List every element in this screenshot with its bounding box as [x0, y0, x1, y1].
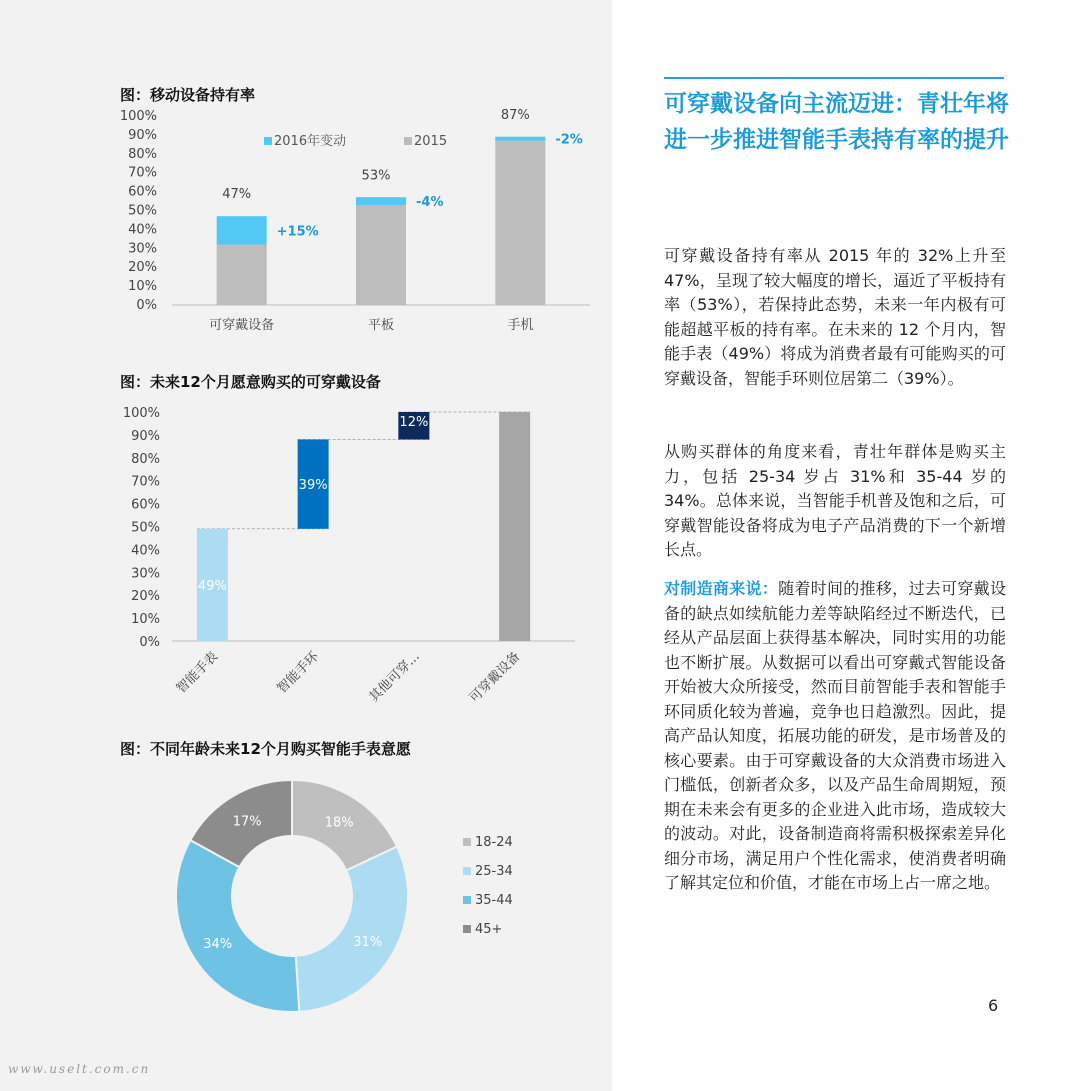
c1-bar-change: [495, 137, 545, 141]
chart-purchase-intent-waterfall: [0, 390, 612, 750]
c3-legend-swatch: [463, 867, 471, 875]
c1-ytick-label: 30%: [128, 241, 157, 257]
c1-total-label: 87%: [500, 107, 530, 123]
c1-ytick-label: 20%: [128, 260, 157, 276]
chart-age-donut: [0, 760, 612, 1080]
c1-bar-2015: [495, 137, 545, 305]
c3-legend-label: 18-24: [475, 835, 513, 850]
c3-legend-label: 35-44: [475, 893, 513, 908]
c2-ytick-label: 50%: [131, 520, 160, 536]
c2-ytick-label: 10%: [131, 612, 160, 628]
c1-ytick-label: 100%: [119, 109, 157, 124]
c2-ytick-label: 100%: [122, 406, 160, 421]
c3-slice: [296, 847, 408, 1012]
paragraph-3-body: 随着时间的推移，过去可穿戴设备的缺点如续航能力差等缺陷经过不断迭代，已经从产品层面上获得基本解决，同时实用的功能也不断扩展。从数据可以看出可穿戴式智能设备开始被大众所接受，然而目前智能手表和智能手环同质化较为普遍，竞争也日趋激烈。因此，提高产品认知度，拓展功能的研发，是市场普及的核心要素。由于可穿戴设备的大众消费市场进入门槛低，创新者众多，以及产品生命周期短，预期在未来会有更多的企业进入此市场，造成较大的波动。对此，设备制造商将需积极探索差异化细分市场，满足用户个性化需求，使消费者明确了解其定位和价值，才能在市场上占一席之地。: [664, 579, 1006, 892]
c1-bar-2015: [356, 197, 406, 305]
c2-ytick-label: 0%: [139, 635, 160, 650]
c1-ytick-label: 70%: [128, 165, 157, 181]
c2-value-label: 12%: [399, 415, 429, 430]
c2-bar: [499, 412, 530, 641]
c1-ytick-label: 60%: [128, 184, 157, 200]
c3-legend-swatch: [463, 838, 471, 846]
c1-ytick-label: 0%: [136, 298, 157, 313]
c2-ytick-label: 30%: [131, 566, 160, 582]
c3-slice-label: 17%: [232, 814, 262, 830]
c1-change-label: -2%: [555, 132, 583, 148]
c2-category-label: 可穿戴设备: [466, 649, 524, 706]
c2-value-label: 49%: [197, 578, 227, 594]
c1-legend-label: 2015: [414, 134, 448, 149]
paragraph-1: 可穿戴设备持有率从 2015 年的 32%上升至 47%，呈现了较大幅度的增长，逼近了平板持有率（53%），若保持此态势，未来一年内极有可能超越平板的持有率。在未来的 12 个月内，智能手表（49%）将成为消费者最有可能购买的可穿戴设备，智能手环则位居第二（39%）。: [664, 246, 1006, 388]
c1-bar-change: [356, 197, 406, 205]
paragraph-3-lead: 对制造商来说：: [664, 579, 779, 598]
c1-bar-2015: [217, 245, 267, 305]
c3-slice-label: 34%: [203, 937, 233, 953]
c2-ytick-label: 60%: [131, 497, 160, 513]
c1-ytick-label: 10%: [128, 279, 157, 295]
c2-category-label: 智能手环: [274, 649, 322, 697]
c1-change-label: -4%: [416, 195, 444, 211]
headline-rule: [664, 77, 1004, 79]
c2-ytick-label: 90%: [131, 428, 160, 444]
chart1-title: 图：移动设备持有率: [120, 86, 256, 104]
paragraph-3: [664, 577, 1006, 896]
paragraph-2: 从购买群体的角度来看，青壮年群体是购买主力，包括 25-34 岁占 31%和 35-44 岁的 34%。总体来说，当智能手机普及饱和之后，可穿戴智能设备将成为电子产品消费的下一个新增长点。: [664, 442, 1006, 559]
c1-total-label: 47%: [222, 187, 252, 203]
c1-ytick-label: 40%: [128, 222, 157, 238]
c1-total-label: 53%: [361, 168, 391, 184]
c1-ytick-label: 90%: [128, 127, 157, 143]
c1-ytick-label: 50%: [128, 203, 157, 219]
chart3-title: 图：不同年龄未来12个月购买智能手表意愿: [120, 740, 411, 758]
c1-change-label: +15%: [276, 224, 319, 240]
c2-ytick-label: 40%: [131, 543, 160, 559]
c3-legend-label: 25-34: [475, 864, 513, 879]
c3-legend-swatch: [463, 896, 471, 904]
c1-category-label: 可穿戴设备: [209, 318, 275, 333]
c2-category-label: 智能手表: [173, 649, 222, 697]
watermark: www.uselt.com.cn: [8, 1062, 151, 1076]
chart2-title: 图：未来12个月愿意购买的可穿戴设备: [120, 373, 381, 391]
c3-legend-swatch: [463, 925, 471, 933]
c1-legend-swatch: [404, 137, 412, 145]
c1-category-label: 平板: [367, 318, 395, 333]
c2-ytick-label: 80%: [131, 451, 160, 467]
c3-slice-label: 18%: [324, 815, 354, 831]
c1-legend-label: 2016年变动: [274, 134, 347, 149]
c2-value-label: 39%: [298, 478, 328, 494]
chart-mobile-ownership: [0, 0, 612, 350]
c2-category-label: 其他可穿...: [366, 649, 423, 706]
headline: 可穿戴设备向主流迈进：青壮年将进一步推进智能手表持有率的提升: [664, 91, 1009, 153]
c1-ytick-label: 80%: [128, 146, 157, 162]
c2-ytick-label: 70%: [131, 474, 160, 490]
c3-slice-label: 31%: [353, 934, 383, 950]
c2-ytick-label: 20%: [131, 589, 160, 605]
c1-bar-change: [217, 216, 267, 244]
page-number: 6: [988, 996, 999, 1015]
c1-category-label: 手机: [507, 318, 534, 333]
c3-legend-label: 45+: [475, 922, 503, 937]
c1-legend-swatch: [264, 137, 272, 145]
